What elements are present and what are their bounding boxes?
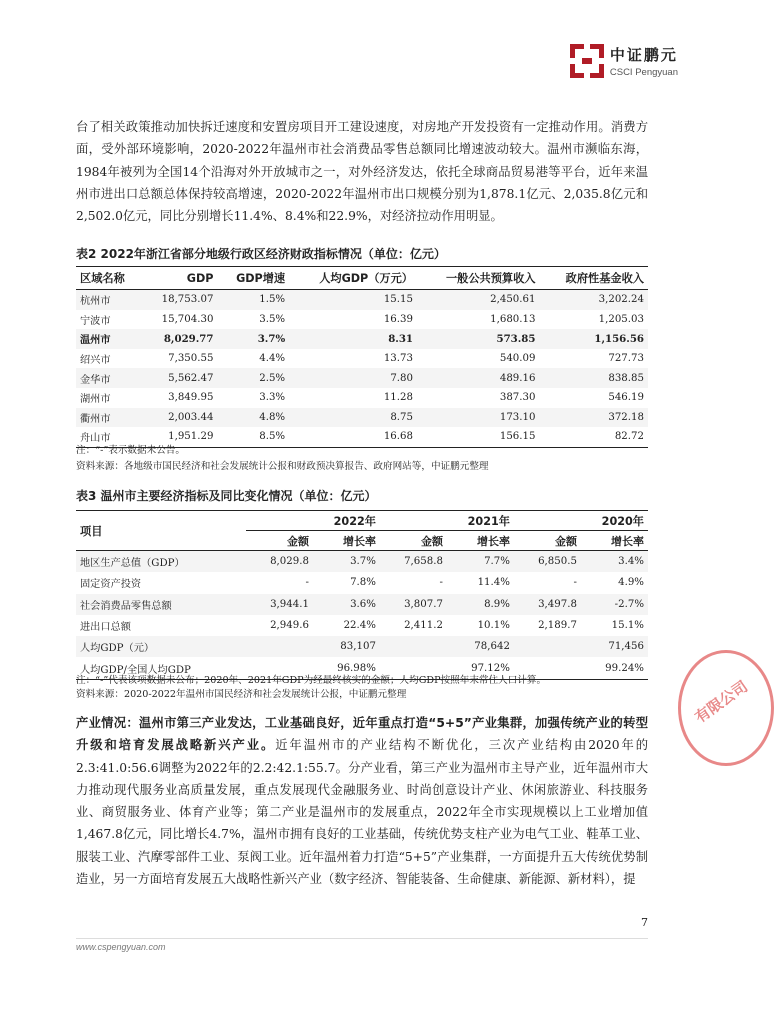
table-row [76, 290, 648, 310]
table-cell-g2020: 99.24% [581, 657, 648, 679]
table-row [76, 636, 648, 657]
table-cell-per_capita: 16.68 [289, 427, 417, 447]
industry-paragraph [76, 712, 648, 890]
page-number: 7 [641, 916, 648, 929]
table-cell-fund: 727.73 [608, 353, 644, 365]
table-cell-gdp: 2,003.44 [142, 408, 217, 428]
table2-note: 注：“-”表示数据未公告。 [76, 445, 185, 456]
table-cell-budget: 173.10 [417, 408, 540, 428]
table-row [76, 349, 648, 369]
table-cell-region: 舟山市 [76, 427, 142, 447]
brand-name-cn: 中证鹏元 [609, 46, 678, 64]
table-cell-g2020: -2.7% [581, 594, 648, 615]
table-cell-g2022: 7.8% [350, 577, 376, 589]
table-cell-item: 人均GDP（元） [76, 636, 246, 657]
table-cell-v2020: 6,850.5 [514, 551, 581, 573]
wenzhou-indicators-table [76, 510, 648, 680]
table-cell-growth: 2.5% [217, 368, 289, 388]
table-cell-budget: 540.09 [499, 353, 536, 365]
table-cell-growth: 8.5% [217, 427, 289, 447]
table-cell-g2022: 3.6% [313, 594, 380, 615]
table-cell-v2020: 2,189.7 [538, 620, 577, 632]
table-cell-budget: 156.15 [417, 427, 540, 447]
table-cell-g2021: 11.4% [477, 577, 510, 589]
sub-amount: 金额 [514, 531, 581, 551]
table-cell-fund: 3,202.24 [540, 290, 649, 310]
industry-body: 近年温州市的产业结构不断优化，三次产业结构由2020年的2.3:41.0:56.6调整为2022年的2.2:42.1:55.7。分产业看，第三产业为温州市主导产业，近年温州市大力推动现代服务业高质量发展，重点发展现代金融服务业、时尚创意设计产业、休闲旅游业、科技服务业、商贸服务业、体育产业等；第二产业是温州市的发展重点，2022年全市实现规模以上工业增加值1,467.8亿元，同比增长4.7%，温州市拥有良好的工业基础，传统优势支柱产业为电气工业、鞋革工业、服装工业、汽摩零部件工业、泵阀工业。近年温州着力打造“5+5”产业集群，一方面提升五大传统优势制造业，另一方面培育发展五大战略性新兴产业（数字经济、智能装备、生命健康、新能源、新材料），提 [76, 738, 648, 887]
table-cell-item: 人均GDP/全国人均GDP [76, 657, 246, 679]
table-cell-fund: 546.19 [608, 392, 644, 404]
col-gdp: GDP [142, 267, 217, 290]
table-cell-g2022: 22.4% [343, 620, 376, 632]
table-cell-fund: 82.72 [540, 427, 649, 447]
table-cell-region: 温州市 [76, 329, 142, 349]
table-cell-region: 湖州市 [80, 394, 111, 406]
col-item: 项目 [76, 511, 246, 551]
table-row [76, 388, 648, 408]
year-2022-header: 2022年 [246, 511, 380, 531]
table-row [76, 594, 648, 615]
table-cell-g2022: 83,107 [313, 636, 380, 657]
table-row [76, 572, 648, 593]
table-cell-g2021: 78,642 [447, 636, 514, 657]
table-cell-v2022: 2,949.6 [270, 620, 309, 632]
table3-caption: 表3 温州市主要经济指标及同比变化情况（单位：亿元） [76, 489, 377, 503]
table-row [76, 551, 648, 573]
table-cell-g2022: 3.7% [313, 551, 380, 573]
table-cell-per_capita: 7.80 [289, 368, 417, 388]
table-cell-growth: 3.3% [259, 392, 286, 404]
table-cell-fund: 1,205.03 [598, 313, 644, 325]
table-cell-budget: 387.30 [499, 392, 536, 404]
table-cell-gdp: 7,350.55 [168, 353, 214, 365]
table-cell-per_capita: 15.15 [289, 290, 417, 310]
industry-lead: 产业情况：温州市第三产业发达，工业基础良好，近年重点打造“5+5”产业集群，加强传统产业的转型升级和培育发展战略新兴产业。 [76, 716, 648, 753]
table-cell-region: 金华市 [76, 368, 142, 388]
table-cell-budget: 489.16 [417, 368, 540, 388]
year-2020-header: 2020年 [514, 511, 648, 531]
seal-text: 有限公司 [691, 677, 752, 727]
table-cell-gdp: 8,029.77 [142, 329, 217, 349]
sub-growth: 增长率 [581, 531, 648, 551]
table3-note: 注：“-”代表该项数据未公布；2020年、2021年GDP为经最终核实的金额；人均GDP按照年末常住人口计算。 [76, 675, 547, 686]
table-cell-g2020: 71,456 [581, 636, 648, 657]
table-cell-region: 绍兴市 [80, 355, 111, 367]
table-cell-fund: 838.85 [540, 368, 649, 388]
table-cell-v2021: 7,658.8 [380, 551, 447, 573]
table-cell-item: 社会消费品零售总额 [76, 594, 246, 615]
table-cell-per_capita: 8.31 [289, 329, 417, 349]
col-gdp-growth: GDP增速 [217, 267, 289, 290]
table-cell-per_capita: 8.75 [289, 408, 417, 428]
table-cell-budget: 2,450.61 [417, 290, 540, 310]
table-cell-g2020: 15.1% [611, 620, 644, 632]
table-cell-budget: 1,680.13 [490, 313, 536, 325]
table-cell-v2020: - [573, 577, 577, 589]
company-seal [678, 650, 774, 766]
table-cell-gdp: 18,753.07 [142, 290, 217, 310]
table-cell-item: 地区生产总值（GDP） [76, 551, 246, 573]
table-cell-growth: 1.5% [217, 290, 289, 310]
table-cell-gdp: 5,562.47 [142, 368, 217, 388]
brand-logo [570, 44, 678, 78]
table-cell-v2021 [380, 636, 447, 657]
table2-caption: 表2 2022年浙江省部分地级行政区经济财政指标情况（单位：亿元） [76, 247, 446, 261]
table-cell-gdp: 1,951.29 [142, 427, 217, 447]
sub-amount: 金额 [380, 531, 447, 551]
table-row [76, 408, 648, 428]
col-fund-revenue: 政府性基金收入 [540, 267, 649, 290]
col-budget-revenue: 一般公共预算收入 [417, 267, 540, 290]
table-cell-g2021: 97.12% [447, 657, 514, 679]
table-cell-v2022 [246, 636, 313, 657]
table-cell-v2020: 3,497.8 [514, 594, 581, 615]
table-cell-v2021: - [439, 577, 443, 589]
table-row [76, 329, 648, 349]
table-cell-growth: 4.4% [259, 353, 286, 365]
table-cell-fund: 1,156.56 [540, 329, 649, 349]
table-row [76, 615, 648, 636]
table-cell-v2022: - [305, 577, 309, 589]
table-cell-item: 固定资产投资 [80, 579, 142, 591]
table-cell-per_capita: 16.39 [383, 313, 413, 325]
table-cell-g2020: 4.9% [618, 577, 644, 589]
table-cell-g2021: 10.1% [477, 620, 510, 632]
table-cell-gdp: 15,704.30 [161, 313, 214, 325]
table-cell-g2021: 7.7% [447, 551, 514, 573]
table3-source: 资料来源：2020-2022年温州市国民经济和社会发展统计公报，中证鹏元整理 [76, 689, 407, 700]
table-cell-growth: 4.8% [217, 408, 289, 428]
table-cell-gdp: 3,849.95 [168, 392, 214, 404]
table-cell-v2022: 3,944.1 [246, 594, 313, 615]
table-cell-v2020 [514, 636, 581, 657]
sub-amount: 金额 [246, 531, 313, 551]
table-cell-per_capita: 13.73 [383, 353, 413, 365]
table-cell-g2021: 8.9% [447, 594, 514, 615]
brand-name-en: CSCI Pengyuan [609, 67, 678, 78]
table-cell-growth: 3.5% [259, 313, 286, 325]
table-cell-growth: 3.7% [217, 329, 289, 349]
table-cell-g2022: 96.98% [313, 657, 380, 679]
footer-url: www.cspengyuan.com [76, 942, 166, 952]
table-cell-budget: 573.85 [417, 329, 540, 349]
regional-economy-table [76, 266, 648, 448]
col-per-capita: 人均GDP（万元） [289, 267, 417, 290]
brand-mark-icon [570, 44, 604, 78]
table2-source: 资料来源：各地级市国民经济和社会发展统计公报和财政预决算报告、政府网站等，中证鹏元整理 [76, 461, 489, 472]
intro-paragraph: 台了相关政策推动加快拆迁速度和安置房项目开工建设速度，对房地产开发投资有一定推动作用。消费方面，受外部环境影响，2020-2022年温州市社会消费品零售总额同比增速波动较大。温州市濒临东海，1984年被列为全国14个沿海对外开放城市之一，对外经济发达，依托全球商品贸易港等平台，近年来温州市进出口总额总体保持较高增速，2020-2022年温州市出口规模分别为1,878.1亿元、2,035.8亿元和2,502.0亿元，同比分别增长11.4%、8.4%和22.9%，对经济拉动作用明显。 [76, 120, 648, 224]
table-cell-per_capita: 11.28 [383, 392, 413, 404]
table-row [76, 368, 648, 388]
table-cell-g2020: 3.4% [581, 551, 648, 573]
sub-growth: 增长率 [447, 531, 514, 551]
table-cell-v2022: 8,029.8 [246, 551, 313, 573]
sub-growth: 增长率 [313, 531, 380, 551]
table-cell-fund: 372.18 [540, 408, 649, 428]
footer-divider [76, 938, 648, 939]
table-cell-region: 宁波市 [80, 315, 111, 327]
year-2021-header: 2021年 [380, 511, 514, 531]
table-cell-region: 衢州市 [76, 408, 142, 428]
col-region: 区域名称 [76, 267, 142, 290]
table-cell-item: 进出口总额 [80, 622, 131, 634]
table-cell-region: 杭州市 [76, 290, 142, 310]
table-row [76, 310, 648, 330]
table-cell-v2021: 2,411.2 [404, 620, 443, 632]
table-cell-v2021: 3,807.7 [380, 594, 447, 615]
